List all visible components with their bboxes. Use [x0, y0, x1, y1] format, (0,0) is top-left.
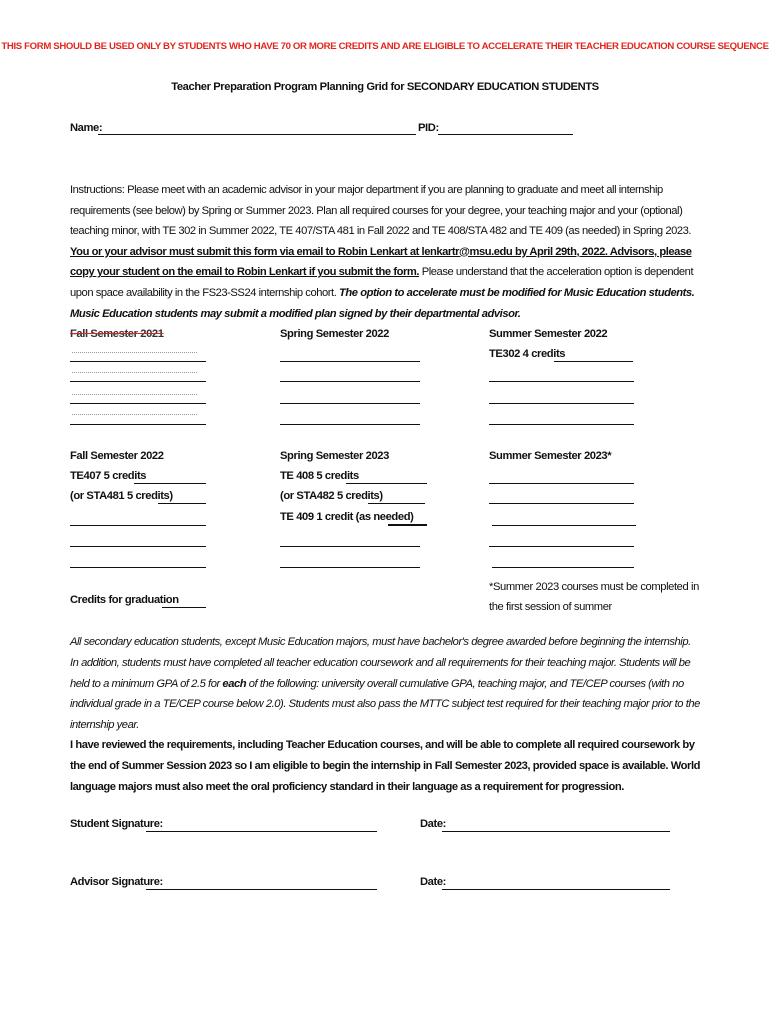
dotted-line — [72, 372, 197, 373]
te408-credits-field[interactable] — [346, 483, 427, 484]
availability-note: Please understand that the acceleration option is dependent upon space availability in the FS23-SS24 internship cohort. — [70, 266, 694, 299]
eligibility-warning: THIS FORM SHOULD BE USED ONLY BY STUDENTS WHO HAVE 70 OR MORE CREDITS AND ARE ELIGIBLE TO ACCELERATE THEIR TEACHER EDUCATION COURSE SEQUENCE — [1, 41, 769, 52]
requirements-text-2: of the following: university overall cumulative GPA, teaching major, and TE/CEP courses (with no individual grade in a TE/CEP course below 2.0). Students must also pass the MTTC subject test required for their teaching major prior to the internship year. — [70, 677, 700, 732]
fall-2021-line-3[interactable] — [70, 403, 206, 404]
name-label: Name: — [70, 122, 103, 134]
spring-2022-line-3[interactable] — [280, 403, 420, 404]
spring-2022-line-1[interactable] — [280, 361, 420, 362]
summer-2023-line-4[interactable] — [489, 546, 634, 547]
summer-2023-line-1[interactable] — [489, 483, 634, 484]
spring-2022-line-4[interactable] — [280, 424, 420, 425]
fall-2021-line-2[interactable] — [70, 381, 206, 382]
music-education-note: The option to accelerate must be modified for Music Education students. Music Education students may submit a modified plan signed by their departmental advisor. — [70, 286, 695, 320]
summer-2022-line-2[interactable] — [489, 381, 634, 382]
fall-2022-line-3[interactable] — [70, 525, 206, 526]
student-signature-label: Student Signature: — [70, 818, 163, 830]
summer-2022-header: Summer Semester 2022 — [489, 328, 608, 340]
sta481-credits-field[interactable] — [158, 503, 206, 504]
requirements-text-1: All secondary education students, except Music Education majors, must have bachelor's degree awarded before beginning the internship. In addition, students must have completed all teacher education coursework and all requirements for their teaching major. Students will be held to a minimum GPA of 2.5 for — [70, 636, 691, 690]
submission-instructions: You or your advisor must submit this form via email to Robin Lenkart at lenkartr@msu.edu by April 29th, 2022. Advisors, please copy your student on the email to Robin Lenkart if you submit the form. — [70, 245, 692, 279]
fall-2022-line-5[interactable] — [70, 567, 206, 568]
student-date-field[interactable] — [442, 831, 670, 832]
te407-credits: TE407 5 credits — [70, 470, 147, 482]
te302-credits: TE302 4 credits — [489, 348, 566, 360]
pid-label: PID: — [418, 122, 439, 134]
te302-credits-field[interactable] — [554, 361, 633, 362]
spring-2022-header: Spring Semester 2022 — [280, 328, 389, 340]
spring-2023-header: Spring Semester 2023 — [280, 450, 389, 462]
fall-2021-line-4[interactable] — [70, 424, 206, 425]
requirements-paragraph — [70, 632, 700, 736]
sta481-credits: (or STA481 5 credits) — [70, 490, 173, 502]
summer-2022-line-4[interactable] — [489, 424, 634, 425]
fall-2022-header: Fall Semester 2022 — [70, 450, 164, 462]
spring-2022-line-2[interactable] — [280, 381, 420, 382]
pid-field[interactable] — [438, 134, 573, 135]
sta482-credits-field[interactable] — [368, 503, 425, 504]
spring-2023-line-5[interactable] — [280, 567, 420, 568]
each-emphasis: each — [222, 677, 247, 690]
fall-2021-header — [70, 328, 164, 340]
sta482-credits: (or STA482 5 credits) — [280, 490, 383, 502]
summer-2023-line-2[interactable] — [489, 503, 634, 504]
advisor-date-label: Date: — [420, 876, 446, 888]
summer-session-note: *Summer 2023 courses must be completed in the first session of summer — [489, 581, 699, 613]
instructions-text: Instructions: Please meet with an academic advisor in your major department if you are planning to graduate and meet all internship requirements (see below) by Spring or Summer 2023. Plan all required courses for your degree, your teaching major and your (optional) teaching minor, with TE 302 in Summer 2022, TE 407/STA 481 in Fall 2022 and TE 408/STA 482 and TE 409 (as needed) in Spring 2023. — [70, 184, 692, 238]
summer-2023-line-5[interactable] — [492, 567, 634, 568]
student-signature-field[interactable] — [146, 831, 377, 832]
instructions — [70, 180, 695, 324]
te409-credits-field[interactable] — [388, 524, 427, 526]
summer-2023-line-3[interactable] — [492, 525, 636, 526]
fall-2021-label: Fall Semester 2021 — [70, 328, 164, 340]
summer-2022-line-3[interactable] — [489, 403, 634, 404]
te409-credits: TE 409 1 credit (as needed) — [280, 511, 414, 523]
summer-2023-header: Summer Semester 2023* — [489, 450, 612, 462]
student-date-label: Date: — [420, 818, 446, 830]
credits-for-graduation-label: Credits for graduation — [70, 594, 179, 606]
name-field[interactable] — [98, 134, 416, 135]
fall-2021-line-1[interactable] — [70, 361, 206, 362]
te408-credits: TE 408 5 credits — [280, 470, 359, 482]
dotted-line — [72, 352, 197, 353]
acknowledgement-statement: I have reviewed the requirements, including Teacher Education courses, and will be able to complete all required coursework by the end of Summer Session 2023 so I am eligible to begin the internship in Fall Semester 2023, provided space is available. World language majors must also meet the oral proficiency standard in their language as a requirement for progression. — [70, 739, 700, 793]
dotted-line — [72, 414, 197, 415]
spring-2023-line-4[interactable] — [280, 546, 420, 547]
te407-credits-field[interactable] — [134, 483, 206, 484]
credits-for-graduation-field[interactable] — [162, 607, 206, 608]
advisor-date-field[interactable] — [442, 889, 670, 890]
advisor-signature-field[interactable] — [146, 889, 377, 890]
fall-2022-line-4[interactable] — [70, 546, 206, 547]
dotted-line — [72, 394, 197, 395]
form-title: Teacher Preparation Program Planning Grid for SECONDARY EDUCATION STUDENTS — [171, 81, 599, 93]
advisor-signature-label: Advisor Signature: — [70, 876, 163, 888]
